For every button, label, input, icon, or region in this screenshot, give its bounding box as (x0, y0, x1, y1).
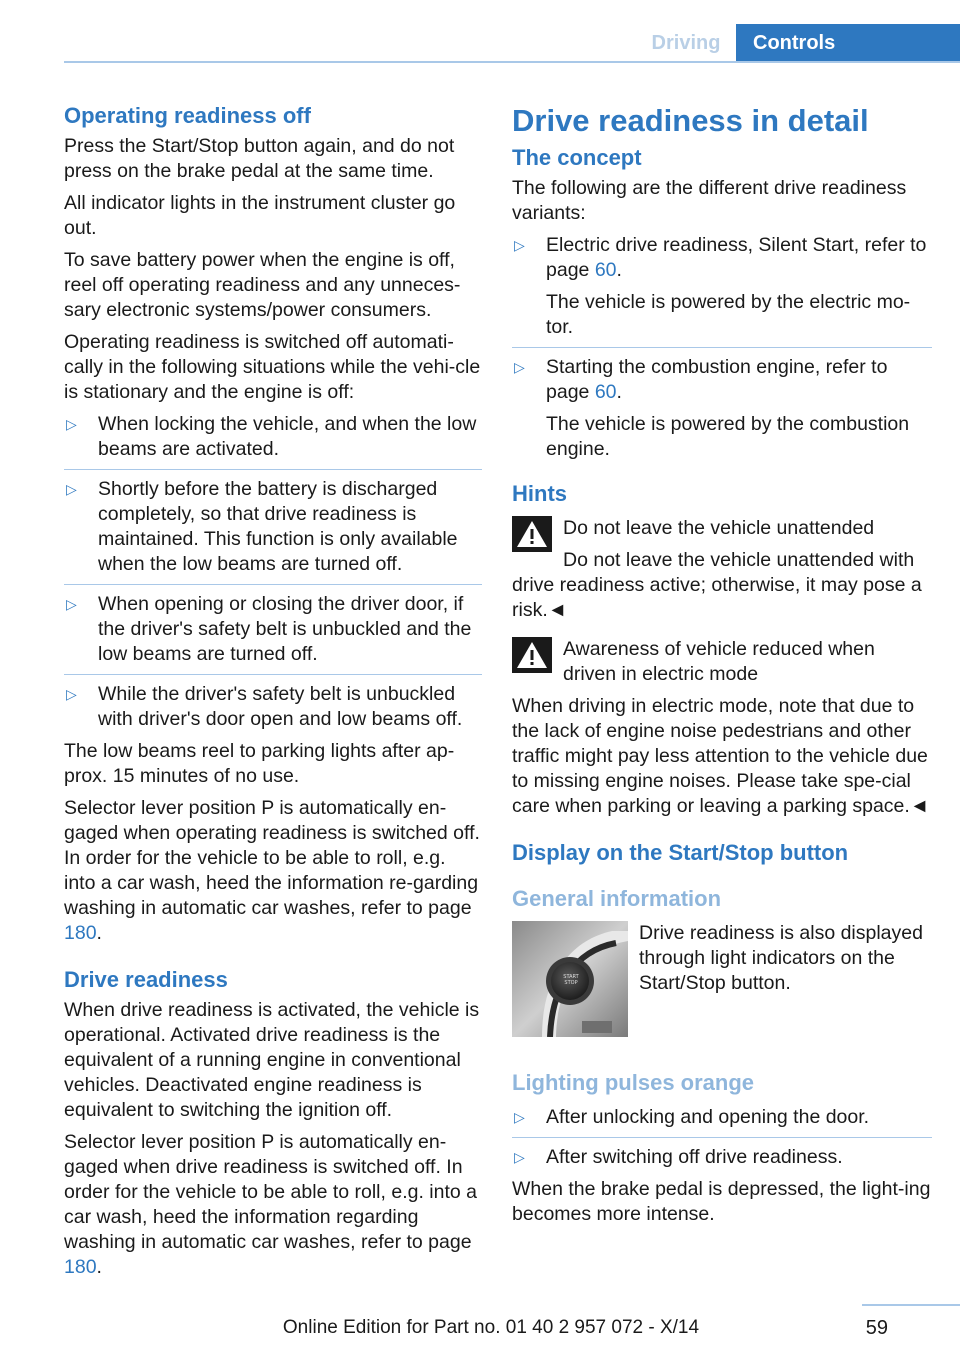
list-item (512, 233, 932, 348)
triangle-bullet-icon: ▷ (514, 237, 525, 253)
warning-title: Do not leave the vehicle unattended (563, 517, 875, 539)
list-item-text: Electric drive readiness, Silent Start, refer to page 60. (546, 234, 927, 281)
hints-heading: Hints (512, 481, 567, 506)
operating-readiness-off-heading: Operating readiness off (64, 103, 311, 128)
general-info-heading: General information (512, 886, 722, 911)
triangle-bullet-icon: ▷ (66, 686, 77, 702)
list-item-desc: The vehicle is powered by the electric mo-tor. (546, 291, 911, 338)
warning-unattended (512, 516, 932, 623)
triangle-bullet-icon: ▷ (66, 481, 77, 497)
paragraph: Operating readiness is switched off automati-cally in the following situations while the vehi-cle is stationary and the engine is off: (64, 331, 481, 403)
paragraph: When the brake pedal is depressed, the light-ing becomes more intense. (512, 1178, 931, 1225)
start-stop-figure (512, 921, 932, 1039)
list-item-text: After unlocking and opening the door. (546, 1106, 870, 1128)
paragraph: To save battery power when the engine is off, reel off operating readiness and any unneces-sary electronic systems/power consumers. (64, 249, 461, 321)
paragraph: Drive readiness is also displayed through light indicators on the Start/Stop button. (639, 922, 923, 994)
list-item (512, 1105, 932, 1138)
item-text: Starting the combustion engine, refer to page (546, 356, 888, 403)
display-heading: Display on the Start/Stop button (512, 840, 849, 865)
paragraph: All indicator lights in the instrument cluster go out. (64, 192, 456, 239)
warning-body: Do not leave the vehicle unattended with drive readiness active; otherwise, it may pose a risk.◄ (512, 549, 922, 621)
page-link[interactable]: 60 (594, 259, 617, 281)
triangle-bullet-icon: ▷ (514, 359, 525, 375)
auto-off-list (64, 412, 482, 732)
triangle-bullet-icon: ▷ (66, 596, 77, 612)
warning-icon (512, 516, 552, 552)
paragraph: Press the Start/Stop button again, and do not press on the brake pedal at the same time. (64, 135, 455, 182)
list-item-text: After switching off drive readiness. (546, 1146, 843, 1168)
paragraph-text: Selector lever position P is automatically en-gaged when operating readiness is switched off. In order for the vehicle to be able to roll, e.g. into a car wash, heed the information re-garding washing in automatic car washes, refer to page (64, 797, 480, 919)
edition-footer: Online Edition for Part no. 01 40 2 957 072 - X/14 (282, 1317, 700, 1338)
page-link[interactable]: 60 (594, 381, 617, 403)
header-rule (64, 61, 960, 63)
list-item (512, 355, 932, 462)
start-stop-label: START STOP (563, 974, 579, 986)
list-item-text: When locking the vehicle, and when the low beams are activated. (98, 413, 477, 460)
list-item-text: Shortly before the battery is discharged completely, so that drive readiness is maintained. This function is only available when the low beams are turned off. (98, 478, 458, 575)
drive-readiness-detail-heading: Drive readiness in detail (512, 103, 869, 138)
list-item-text: Starting the combustion engine, refer to page 60. (546, 356, 888, 403)
concept-heading: The concept (512, 145, 642, 170)
warning-title: Awareness of vehicle reduced when driven in electric mode (563, 638, 875, 685)
list-item (64, 682, 482, 732)
paragraph: The low beams reel to parking lights after ap-prox. 15 minutes of no use. (64, 740, 455, 787)
paragraph: When drive readiness is activated, the vehicle is operational. Activated drive readiness is the equivalent of a running engine in conventional vehicles. Deactivated engine readiness is equivalent to switching the ignition off. (64, 999, 480, 1121)
drive-readiness-heading: Drive readiness (64, 967, 228, 992)
lighting-pulses-heading: Lighting pulses orange (512, 1070, 755, 1095)
warning-awareness (512, 637, 932, 819)
warning-body: When driving in electric mode, note that due to the lack of engine noise pedestrians and other traffic might pay less attention to the vehicle due to missing engine noises. Please take spe-cial care when parking or leaving a parking space.◄ (512, 695, 930, 817)
paragraph: The following are the different drive readiness variants: (512, 177, 907, 224)
page-number: 59 (865, 1317, 888, 1339)
right-column (512, 102, 932, 1234)
list-item-desc: The vehicle is powered by the combustion engine. (546, 413, 910, 460)
chapter-tab: Controls (736, 24, 960, 62)
paragraph: Selector lever position P is automatically en-gaged when drive readiness is switched off. In order for the vehicle to be able to roll, e.g. into a car wash, heed the information regarding washing in automatic car washes, refer to page 180. (64, 1131, 477, 1278)
list-item-text: When opening or closing the driver door, if the driver's safety belt is unbuckled and the low beams are turned off. (98, 593, 472, 665)
variants-list (512, 233, 932, 462)
page-header (0, 0, 960, 64)
list-item (512, 1145, 932, 1170)
triangle-bullet-icon: ▷ (66, 416, 77, 432)
list-item (64, 592, 482, 675)
item-text: Electric drive readiness, Silent Start, refer to page (546, 234, 927, 281)
page-link[interactable]: 180 (64, 922, 97, 944)
paragraph: Selector lever position P is automatically en-gaged when operating readiness is switched off. In order for the vehicle to be able to roll, e.g. into a car wash, heed the information re-garding washing in automatic car washes, refer to page 180. (64, 797, 480, 944)
left-column (64, 102, 482, 1287)
list-item (64, 477, 482, 585)
list-item (64, 412, 482, 470)
triangle-bullet-icon: ▷ (514, 1149, 525, 1165)
triangle-bullet-icon: ▷ (514, 1109, 525, 1125)
page-link[interactable]: 180 (64, 1256, 97, 1278)
footer-rule (862, 1304, 960, 1306)
list-item-text: While the driver's safety belt is unbuckled with driver's door open and low beams off. (98, 683, 463, 730)
paragraph-text: Selector lever position P is automatically en-gaged when drive readiness is switched off. In order for the vehicle to be able to roll, e.g. into a car wash, heed the information regarding washing in automatic car washes, refer to page (64, 1131, 477, 1253)
warning-icon (512, 637, 552, 673)
section-label: Driving (651, 32, 721, 54)
lighting-list (512, 1105, 932, 1170)
